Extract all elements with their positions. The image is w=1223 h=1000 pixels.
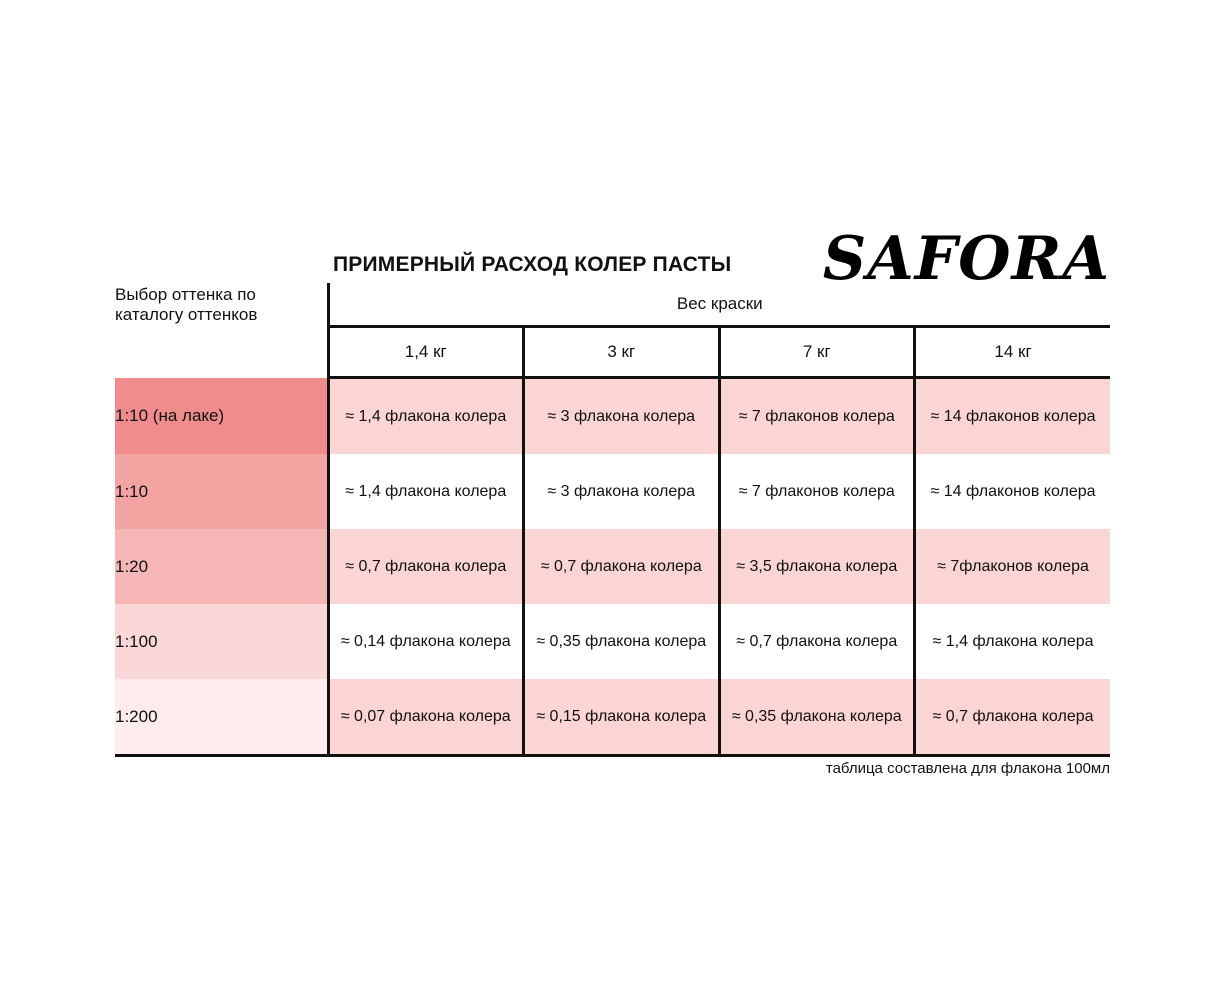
consumption-cell: ≈ 0,14 флакона колера: [328, 604, 524, 679]
consumption-cell: ≈ 0,7 флакона колера: [719, 604, 915, 679]
consumption-cell: ≈ 3 флакона колера: [524, 454, 720, 529]
consumption-cell: ≈ 1,4 флакона колера: [915, 604, 1111, 679]
consumption-cell: ≈ 0,35 флакона колера: [719, 679, 915, 756]
table-footnote: таблица составлена для флакона 100мл: [825, 760, 1110, 777]
consumption-cell: ≈ 1,4 флакона колера: [328, 454, 524, 529]
table-row: [115, 378, 1110, 455]
corner-header: Выбор оттенка по каталогу оттенков: [115, 283, 328, 327]
consumption-cell: ≈ 0,7 флакона колера: [524, 529, 720, 604]
table-row: [115, 679, 1110, 756]
ratio-cell: 1:20: [115, 529, 328, 604]
table-header-group-row: [115, 283, 1110, 327]
ratio-cell: 1:200: [115, 679, 328, 756]
consumption-cell: ≈ 3 флакона колера: [524, 378, 720, 455]
consumption-cell: ≈ 3,5 флакона колера: [719, 529, 915, 604]
consumption-cell: ≈ 7флаконов колера: [915, 529, 1111, 604]
column-header-weight: 1,4 кг: [328, 327, 524, 378]
consumption-cell: ≈ 7 флаконов колера: [719, 378, 915, 455]
consumption-cell: ≈ 1,4 флакона колера: [328, 378, 524, 455]
consumption-cell: ≈ 0,15 флакона колера: [524, 679, 720, 756]
ratio-cell: 1:100: [115, 604, 328, 679]
group-header-weight: Вес краски: [328, 283, 1110, 327]
table-row: [115, 529, 1110, 604]
consumption-cell: ≈ 14 флаконов колера: [915, 454, 1111, 529]
corner-header-spacer: [115, 327, 328, 378]
consumption-cell: ≈ 0,35 флакона колера: [524, 604, 720, 679]
ratio-cell: 1:10 (на лаке): [115, 378, 328, 455]
consumption-cell: ≈ 0,7 флакона колера: [915, 679, 1111, 756]
ratio-cell: 1:10: [115, 454, 328, 529]
consumption-cell: ≈ 14 флаконов колера: [915, 378, 1111, 455]
column-header-weight: 3 кг: [524, 327, 720, 378]
table-row: [115, 604, 1110, 679]
header-row: [115, 215, 1110, 294]
brand-logo: SAFORA: [822, 224, 1110, 294]
table-row: [115, 454, 1110, 529]
column-header-weight: 14 кг: [915, 327, 1111, 378]
page-title: ПРИМЕРНЫЙ РАСХОД КОЛЕР ПАСТЫ: [333, 253, 732, 276]
consumption-cell: ≈ 7 флаконов колера: [719, 454, 915, 529]
column-header-weight: 7 кг: [719, 327, 915, 378]
consumption-table: [115, 283, 1110, 757]
consumption-cell: ≈ 0,07 флакона колера: [328, 679, 524, 756]
table-header-weights-row: [115, 327, 1110, 378]
consumption-cell: ≈ 0,7 флакона колера: [328, 529, 524, 604]
